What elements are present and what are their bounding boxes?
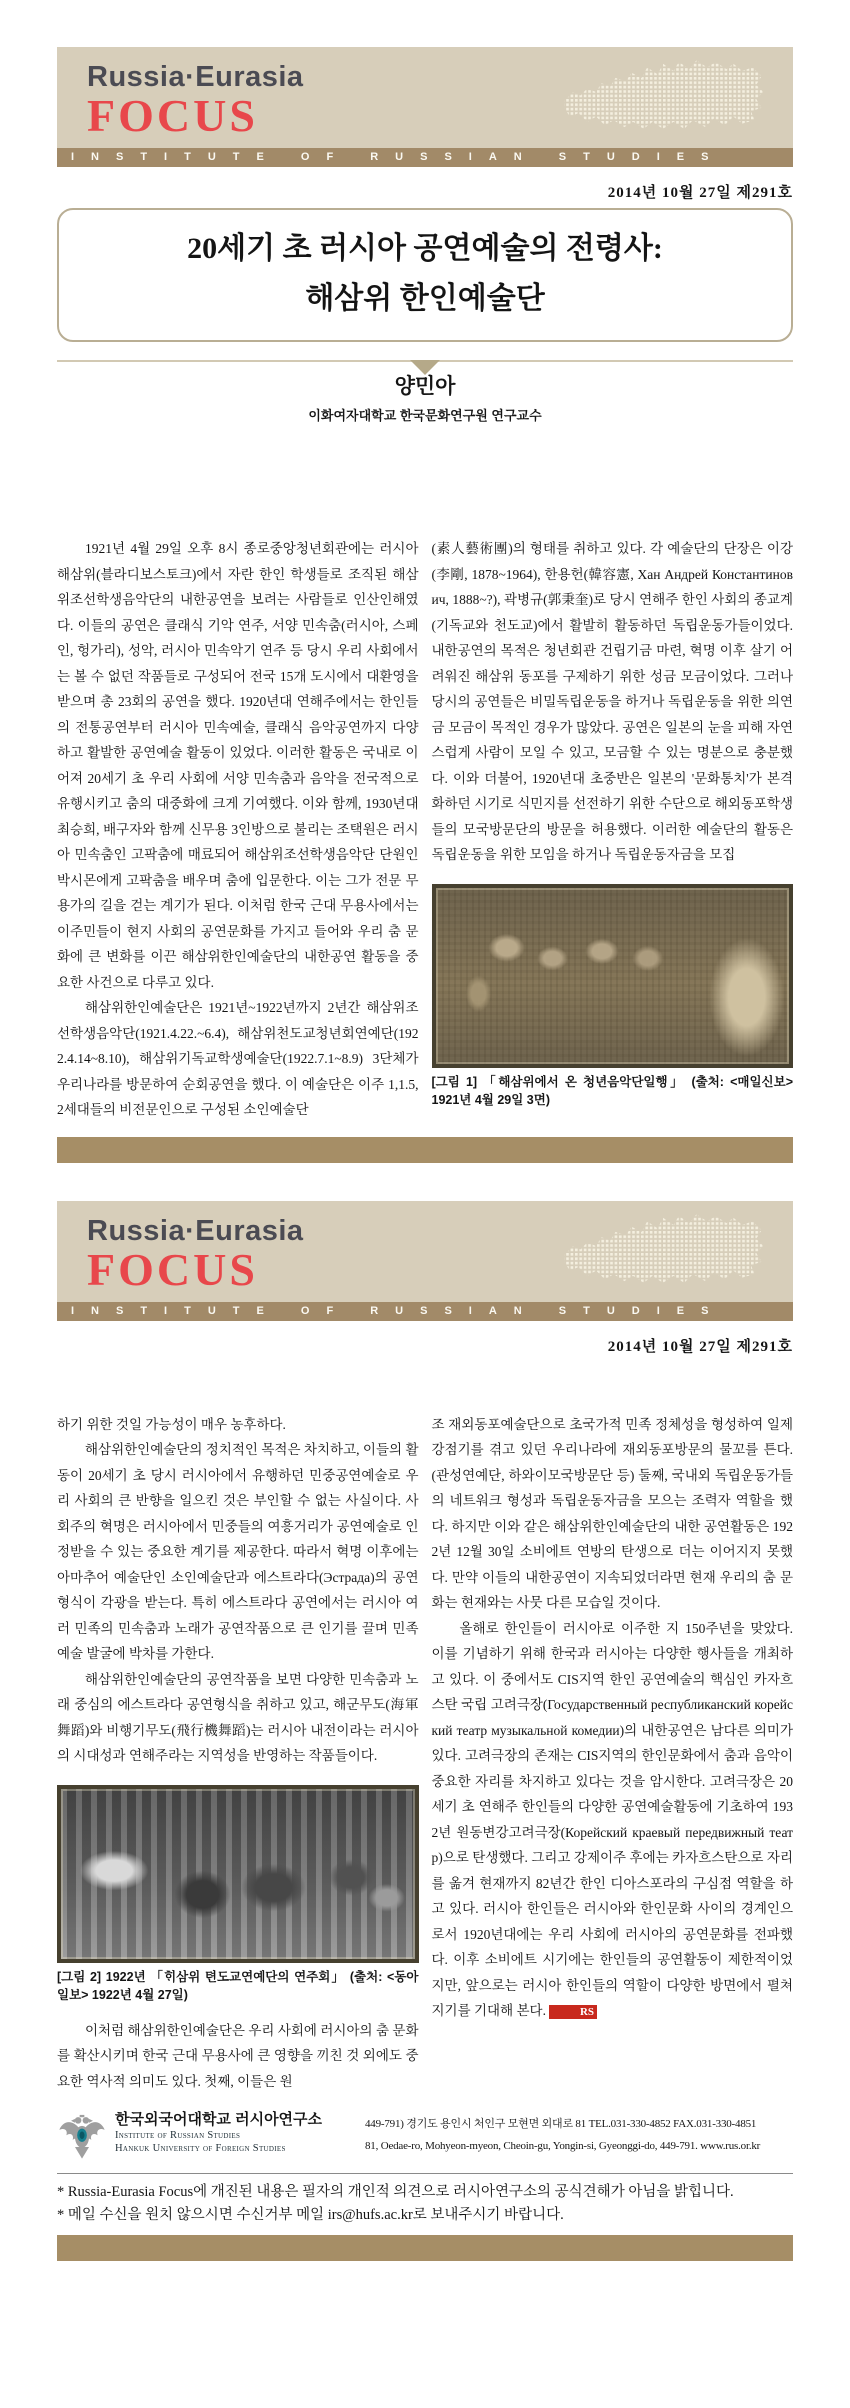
author-name: 양민아 (394, 375, 456, 398)
figure-2 (57, 1785, 419, 2004)
page2-right-column (432, 1412, 794, 2095)
article-title-line2: 해삼위 한인예술단 (305, 282, 545, 315)
institute-name-english: Institute of Russian Studies (115, 2130, 241, 2141)
unsubscribe-note: * 메일 수신을 원치 않으시면 수신거부 메일 irs@hufs.ac.kr로 보내주시기 바랍니다. (57, 2207, 564, 2223)
figure-1-photo (432, 884, 794, 1068)
body-paragraph: 해삼위한인예술단의 정치적인 목적은 차치하고, 이들의 활동이 20세기 초 당시 러시아에서 유행하던 민중공연예술로 우리 사회의 큰 반향을 일으킨 것은 부인할 수 없는 사실이다. 사회주의 혁명은 러시아에서 민중들의 여흥거리가 공연예술로 인정받을 수 있는 중요한 계기를 제공한다. 따라서 혁명 이후에는 아마추어 예술단인 소인예술단과 에스트라다(Эстрада)의 공연형식이 각광을 받는다. 특히 에스트라다 공연에서는 러시아 여러 민족의 민속춤과 노래가 공연작품으로 큰 인기를 끌며 민족예술 발굴에 박차를 가한다. (57, 1442, 419, 1661)
down-triangle-icon (410, 360, 440, 375)
masthead-title-russia-eurasia: Russia·Eurasia (87, 61, 304, 93)
body-paragraph: 이처럼 해삼위한인예술단은 우리 사회에 러시아의 춤 문화를 확산시키며 한국 근대 무용사에 큰 영향을 끼친 것 외에도 중요한 역사적 의미도 있다. 첫째, 이들은 원 (57, 2022, 419, 2089)
page1-footer-band (57, 1137, 793, 1163)
body-paragraph: 하기 위한 것일 가능성이 매우 농후하다. (57, 1416, 286, 1432)
address-korean: 449-791) 경기도 용인시 처인구 모현면 외대로 81 TEL.031-330-4852 FAX.031-330-4851 (365, 2118, 757, 2130)
author-affiliation: 이화여자대학교 한국문화연구원 연구교수 (308, 408, 542, 423)
address-english: 81, Oedae-ro, Mohyeon-myeon, Cheoin-gu, Yongin-si, Gyeonggi-do, 449-791. www.rus.or.kr (365, 2140, 761, 2152)
article-title-line1: 20세기 초 러시아 공연예술의 전령사: (187, 232, 663, 265)
body-paragraph-text: 올해로 한인들이 러시아로 이주한 지 150주년을 맞았다. 이를 기념하기 위해 한국과 러시아는 다양한 행사들을 개최하고 있다. 이 중에서도 CIS지역 한인 공연예술의 핵심인 카자흐스탄 국립 고려극장(Государственный республиканский корейский театр музыкальной комедии)의 내한공연은 남다른 의미가 있다. 고려극장의 존재는 CIS지역의 한인문화에서 춤과 음악이 중요한 자리를 차지하고 있다는 것을 암시한다. 고려극장은 20세기 초 연해주 한인들의 다양한 공연예술활동에 기초하여 1932년 원동변강고려극장(Корейский краевый передвижный театр)으로 탄생했다. 그리고 강제이주 후에는 카자흐스탄으로 자리를 옮겨 현재까지 82년간 한인 디아스포라의 구심점 역할을 하고 있다. 러시아 한인들은 러시아와 한인문화 사이의 경계인으로서 1920년대에는 우리 사회에 러시아의 공연문화를 전파했다. 이후 소비에트 시기에는 한인들의 공연활동이 제한적이었지만, 앞으로는 러시아 한인들의 역할이 다양한 방면에서 펼쳐지기를 기대해 본다. (431, 1620, 793, 2018)
disclaimer-note: * Russia-Eurasia Focus에 개진된 내용은 필자의 개인적 의견으로 러시아연구소의 공식견해가 아님을 밝힙니다. (57, 2184, 734, 2200)
russia-dotted-map-icon (537, 1209, 789, 1297)
body-paragraph: 해삼위한인예술단은 1921년~1922년까지 2년간 해삼위조선학생음악단(1921.4.22.~6.4), 해삼위천도교청년회연예단(1922.4.14~8.10), 해삼위기독교학생예술단(1922.7.1~8.9) 3단체가 우리나라를 방문하여 순회공연을 했다. 이 예술단은 이주 1,1.5, 2세대들의 비전문인으로 구성된 소인예술단 (57, 1000, 419, 1117)
figure-2-photo (57, 1785, 419, 1963)
institute-band: INSTITUTE OF RUSSIAN STUDIES (57, 1302, 793, 1321)
body-paragraph: 조 재외동포예술단으로 초국가적 민족 정체성을 형성하여 일제강점기를 겪고 있던 우리나라에 재외동포방문의 물꼬를 튼다.(관성연예단, 하와이모국방문단 등) 둘째, 국내외 독립운동가들의 네트워크 형성과 독립운동자금을 모으는 조력자 역할을 했다. 하지만 이와 같은 해삼위한인예술단의 내한 공연활동은 1922년 12월 30일 소비에트 연방의 탄생으로 더는 이어지지 못했다. 만약 이들의 내한공연이 지속되었더라면 현재 우리의 춤 문화는 현재와는 사뭇 다른 모습일 것이다. (431, 1416, 793, 1610)
institute-footer (57, 2108, 793, 2164)
page2-columns (57, 1412, 793, 2095)
rs-end-mark-icon: RS (549, 2005, 597, 2019)
masthead-title-focus: FOCUS (87, 90, 258, 141)
body-paragraph: 해삼위한인예술단의 공연작품을 보면 다양한 민속춤과 노래 중심의 에스트라다 공연형식을 취하고 있고, 해군무도(海軍舞蹈)와 비행기무도(飛行機舞蹈)는 러시아 내전이라는 러시아의 시대성과 연해주라는 지역성을 반영하는 작품들이다. (57, 1671, 419, 1763)
masthead (57, 47, 793, 148)
issue-dateline: 2014년 10월 27일 제291호 (607, 1338, 793, 1355)
body-paragraph (432, 1616, 794, 2024)
article-title-box (57, 208, 793, 342)
body-paragraph: 1921년 4월 29일 오후 8시 종로중앙청년회관에는 러시아 해삼위(블라디보스토크)에서 자란 한인 학생들로 조직된 해삼위조선학생음악단의 내한공연을 보려는 사람들로 인산인해였다. 이들의 공연은 클래식 기악 연주, 서양 민속춤(러시아, 스페인, 헝가리), 성악, 러시아 민속악기 연주 등 당시 우리 사회에서는 볼 수 없던 작품들로 구성되어 전국 15개 도시에서 대환영을 받으며 총 23회의 공연을 했다. 1920년대 연해주에서는 한인들의 전통공연부터 러시아 민속예술, 클래식 음악공연까지 다양하고 활발한 공연예술 활동이 있었다. 이러한 활동은 국내로 이어져 20세기 초 우리 사회에 서양 민속춤과 음악을 전국적으로 유행시키고 춤의 대중화에 크게 기여했다. 이와 함께, 1930년대 최승희, 배구자와 함께 신무용 3인방으로 불리는 조택원은 러시아 민속춤인 고팍춤에 매료되어 해삼위조선학생음악단 단원인 박시몬에게 고팍춤을 배우며 춤에 입문한다. 이는 그가 전문 무용가의 길을 걷는 계기가 된다. 이처럼 한국 근대 무용사에서는 이주민들이 현지 사회의 공연문화를 가지고 들어와 우리 춤 문화에 큰 변화를 이끈 해삼위한인예술단의 내한공연 활동을 중요한 사건으로 다루고 있다. (57, 541, 419, 990)
institute-band: INSTITUTE OF RUSSIAN STUDIES (57, 148, 793, 167)
figure-1 (432, 884, 794, 1109)
figure-2-caption: [그림 2] 1922년 「ᄒᆡ삼위 텬도교연예단의 연주회」 (출처: <동아일보> 1922년 4월 27일) (57, 1969, 419, 2002)
page1-left-column (57, 536, 419, 1123)
page2-footer-band (57, 2235, 793, 2261)
page2-left-column (57, 1412, 419, 2095)
page1-columns (57, 536, 793, 1123)
institute-identity (115, 2108, 357, 2155)
masthead (57, 1201, 793, 1302)
page1-right-column (432, 536, 794, 1123)
author-divider (57, 360, 793, 362)
body-paragraph: (素人藝術團)의 형태를 취하고 있다. 각 예술단의 단장은 이강(李剛, 1878~1964), 한용헌(韓容憲, Хан Андрей Константинович, 1888~?), 곽병규(郭秉奎)로 당시 연해주 한인 사회의 종교계(기독교와 천도교)에서 활발히 활동하던 독립운동가들이었다. 내한공연의 목적은 청년회관 건립기금 마련, 혁명 이후 살기 어려워진 해삼위 동포를 구제하기 위한 성금 모금이었다. 그러나 당시의 공연들은 비밀독립운동을 하거나 독립운동을 위한 의연금 모금이 목적인 경우가 많았다. 공연은 일본의 눈을 피해 자연스럽게 사람이 모일 수 있고, 모금할 수 있는 명분으로 충분했다. 이와 더불어, 1920년대 초중반은 일본의 '문화통치'가 본격화하던 시기로 식민지를 선전하기 위한 수단으로 해외동포학생들의 모국방문단의 방문을 허용했다. 이러한 예술단의 활동은 독립운동을 위한 모임을 하거나 독립운동자금을 모집 (431, 541, 793, 862)
page-2 (57, 1163, 793, 2262)
russia-dotted-map-icon (537, 55, 789, 143)
masthead-title-focus: FOCUS (87, 1243, 258, 1295)
institute-address (365, 2108, 760, 2157)
issue-dateline: 2014년 10월 27일 제291호 (607, 185, 793, 201)
masthead-title-russia-eurasia: Russia·Eurasia (87, 1214, 304, 1247)
footer-divider (57, 2173, 793, 2174)
page-1 (57, 0, 793, 1163)
double-headed-eagle-emblem-icon (57, 2108, 107, 2164)
institute-name-korean: 한국외국어대학교 러시아연구소 (115, 2111, 323, 2128)
university-name-english: Hankuk University of Foreign Studies (115, 2143, 286, 2154)
figure-1-caption: [그림 1] 「해삼위에서 온 청년음악단일행」 (출처: <매일신보> 1921년 4월 29일 3면) (431, 1074, 793, 1107)
